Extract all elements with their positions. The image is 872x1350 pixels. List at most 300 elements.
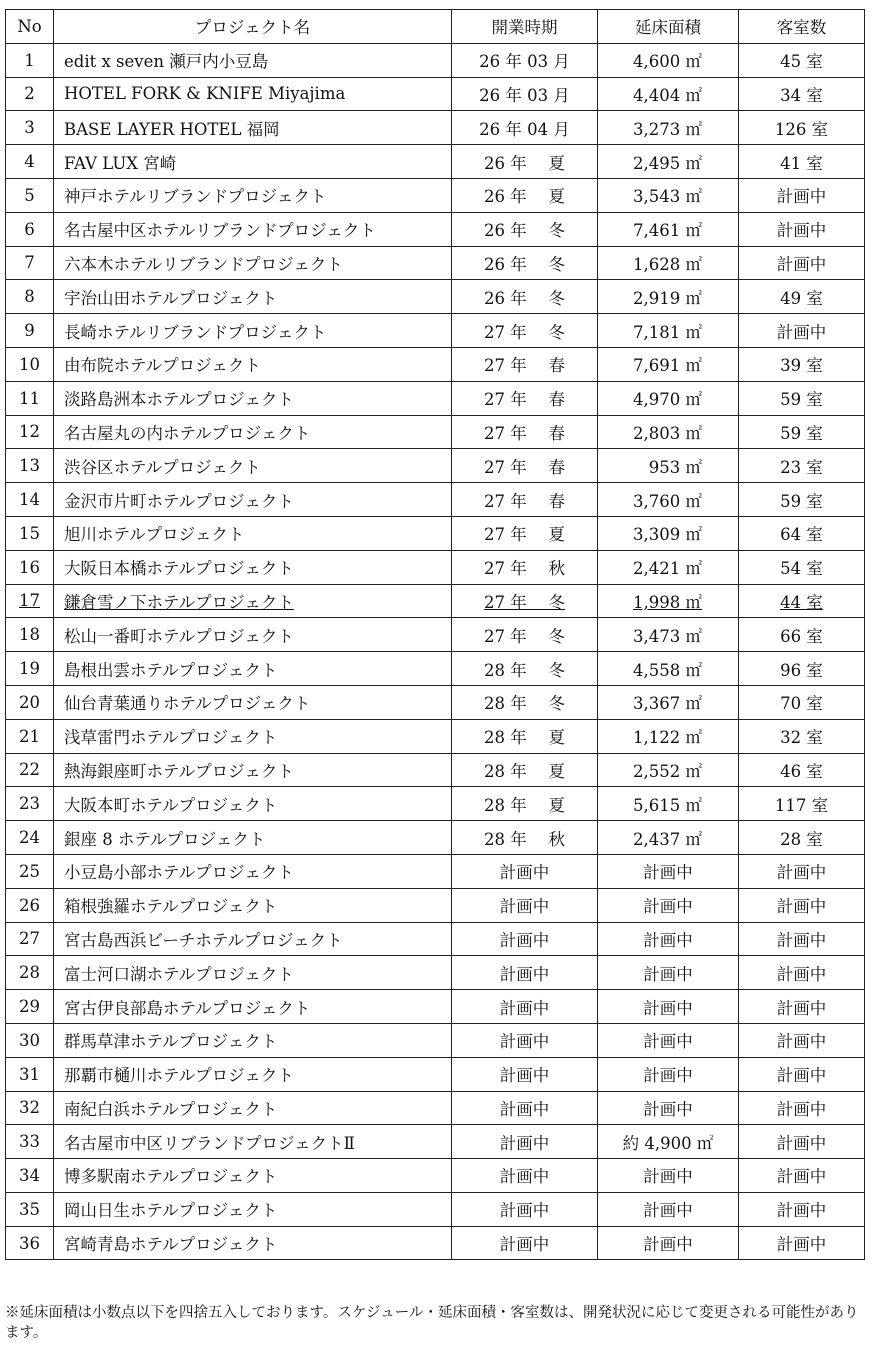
cell-room-count: [739, 922, 865, 956]
cell-no-text: 6: [24, 219, 35, 239]
cell-room-count: [739, 753, 865, 787]
cell-opening-period-text: 26 年 03 月: [479, 52, 570, 72]
cell-project-name-text: 南紀白浜ホテルプロジェクト: [64, 1099, 278, 1119]
cell-no: [6, 1125, 54, 1159]
cell-opening-period: [452, 43, 598, 77]
cell-project-name: [54, 246, 452, 280]
cell-project-name-text: 長崎ホテルリブランドプロジェクト: [64, 322, 327, 342]
cell-no: [6, 821, 54, 855]
cell-no-text: 21: [19, 726, 40, 746]
cell-no-text: 35: [19, 1199, 40, 1219]
cell-floor-area: [598, 516, 739, 550]
cell-no-text: 17: [19, 591, 40, 611]
cell-room-count: [739, 1091, 865, 1125]
cell-no-text: 16: [19, 557, 40, 577]
cell-floor-area: [598, 483, 739, 517]
cell-room-count-text: 64 室: [780, 525, 823, 545]
cell-room-count: [739, 212, 865, 246]
table-row: [6, 280, 865, 314]
cell-no-text: 4: [24, 152, 35, 172]
cell-opening-period-text: 28 年 夏: [484, 728, 565, 748]
cell-opening-period: [452, 212, 598, 246]
cell-floor-area-text: 1,122 ㎡: [633, 728, 702, 748]
cell-project-name-text: 金沢市片町ホテルプロジェクト: [64, 491, 294, 511]
cell-opening-period: [452, 1057, 598, 1091]
cell-no-text: 33: [19, 1132, 40, 1152]
cell-no-text: 13: [19, 456, 40, 476]
table-row: [6, 787, 865, 821]
cell-no-text: 18: [19, 625, 40, 645]
cell-no-text: 5: [24, 185, 35, 205]
cell-project-name-text: 富士河口湖ホテルプロジェクト: [64, 964, 294, 984]
cell-floor-area: [598, 990, 739, 1024]
table-body: [6, 43, 865, 1260]
cell-floor-area: [598, 246, 739, 280]
cell-floor-area-text: 計画中: [643, 964, 693, 984]
cell-floor-area: [598, 449, 739, 483]
cell-floor-area-text: 2,803 ㎡: [633, 423, 702, 443]
cell-room-count: [739, 821, 865, 855]
cell-floor-area: [598, 719, 739, 753]
cell-opening-period: [452, 483, 598, 517]
cell-project-name: [54, 685, 452, 719]
cell-no: [6, 787, 54, 821]
cell-project-name: [54, 449, 452, 483]
cell-room-count-text: 計画中: [776, 187, 827, 207]
cell-floor-area-text: 953 ㎡: [648, 457, 702, 477]
cell-project-name-text: 淡路島洲本ホテルプロジェクト: [64, 390, 294, 410]
cell-floor-area: [598, 415, 739, 449]
cell-room-count-text: 計画中: [776, 1201, 827, 1221]
cell-room-count-text: 計画中: [776, 1133, 827, 1153]
cell-no: [6, 145, 54, 179]
cell-no: [6, 280, 54, 314]
cell-room-count: [739, 145, 865, 179]
cell-opening-period-text: 27 年 春: [484, 390, 565, 410]
cell-room-count-text: 計画中: [776, 1066, 827, 1086]
cell-opening-period-text: 27 年 冬: [484, 592, 565, 612]
table-row: [6, 347, 865, 381]
cell-room-count-text: 計画中: [776, 964, 827, 984]
cell-room-count: [739, 685, 865, 719]
table-row: [6, 145, 865, 179]
cell-project-name: [54, 550, 452, 584]
cell-opening-period-text: 計画中: [499, 998, 550, 1018]
cell-project-name: [54, 787, 452, 821]
cell-floor-area: [598, 652, 739, 686]
cell-no: [6, 381, 54, 415]
cell-no: [6, 990, 54, 1024]
table-header-row: [6, 10, 865, 44]
cell-room-count-text: 計画中: [776, 1167, 827, 1187]
cell-project-name-text: 小豆島小部ホテルプロジェクト: [64, 863, 294, 883]
cell-room-count: [739, 618, 865, 652]
cell-floor-area: [598, 1159, 739, 1193]
cell-opening-period: [452, 77, 598, 111]
cell-opening-period-text: 27 年 春: [484, 423, 565, 443]
cell-floor-area-text: 3,760 ㎡: [633, 491, 702, 511]
table-row: [6, 43, 865, 77]
header-room-count: 客室数: [739, 10, 865, 44]
cell-opening-period: [452, 753, 598, 787]
cell-floor-area: [598, 212, 739, 246]
cell-project-name: [54, 1057, 452, 1091]
cell-floor-area: [598, 77, 739, 111]
cell-room-count-text: 計画中: [776, 221, 827, 241]
cell-project-name-text: 宮古島西浜ビーチホテルプロジェクト: [64, 930, 343, 950]
cell-room-count: [739, 77, 865, 111]
cell-opening-period: [452, 854, 598, 888]
cell-project-name: [54, 77, 452, 111]
cell-floor-area-text: 2,495 ㎡: [633, 153, 702, 173]
cell-opening-period: [452, 990, 598, 1024]
cell-floor-area-text: 1,998 ㎡: [633, 592, 702, 612]
cell-opening-period: [452, 1091, 598, 1125]
cell-no-text: 8: [24, 287, 35, 307]
cell-project-name: [54, 415, 452, 449]
cell-no: [6, 1226, 54, 1260]
cell-floor-area-text: 7,181 ㎡: [633, 322, 702, 342]
cell-project-name-text: 名古屋中区ホテルリブランドプロジェクト: [64, 221, 376, 241]
cell-room-count-text: 45 室: [780, 52, 823, 72]
cell-project-name: [54, 990, 452, 1024]
cell-opening-period: [452, 178, 598, 212]
cell-room-count-text: 計画中: [776, 998, 827, 1018]
cell-room-count: [739, 178, 865, 212]
cell-opening-period-text: 計画中: [499, 1235, 550, 1255]
cell-project-name: [54, 888, 452, 922]
table-row: [6, 584, 865, 618]
cell-no: [6, 246, 54, 280]
cell-project-name: [54, 719, 452, 753]
cell-opening-period: [452, 922, 598, 956]
cell-floor-area: [598, 685, 739, 719]
cell-opening-period-text: 26 年 04 月: [479, 119, 570, 139]
cell-room-count: [739, 888, 865, 922]
cell-opening-period: [452, 1159, 598, 1193]
cell-floor-area: [598, 922, 739, 956]
cell-no: [6, 652, 54, 686]
cell-opening-period-text: 27 年 春: [484, 491, 565, 511]
cell-room-count-text: 59 室: [780, 491, 823, 511]
cell-no: [6, 956, 54, 990]
cell-project-name-text: 仙台青葉通りホテルプロジェクト: [64, 694, 311, 714]
cell-opening-period-text: 28 年 夏: [484, 761, 565, 781]
cell-floor-area: [598, 584, 739, 618]
cell-project-name-text: 宮古伊良部島ホテルプロジェクト: [64, 998, 311, 1018]
cell-opening-period-text: 26 年 冬: [484, 221, 565, 241]
table-row: [6, 854, 865, 888]
cell-project-name-text: 名古屋丸の内ホテルプロジェクト: [64, 423, 311, 443]
cell-floor-area: [598, 1057, 739, 1091]
cell-project-name: [54, 1091, 452, 1125]
cell-room-count: [739, 381, 865, 415]
cell-opening-period-text: 27 年 夏: [484, 525, 565, 545]
cell-room-count-text: 計画中: [776, 897, 827, 917]
cell-room-count: [739, 1226, 865, 1260]
cell-project-name: [54, 483, 452, 517]
cell-project-name: [54, 854, 452, 888]
cell-room-count: [739, 111, 865, 145]
cell-project-name-text: 熱海銀座町ホテルプロジェクト: [64, 761, 294, 781]
cell-opening-period: [452, 280, 598, 314]
cell-floor-area: [598, 347, 739, 381]
table-row: [6, 1159, 865, 1193]
cell-opening-period-text: 27 年 春: [484, 457, 565, 477]
cell-project-name: [54, 178, 452, 212]
cell-floor-area: [598, 550, 739, 584]
cell-room-count-text: 46 室: [780, 761, 823, 781]
cell-room-count-text: 59 室: [780, 423, 823, 443]
cell-room-count: [739, 550, 865, 584]
cell-opening-period-text: 27 年 春: [484, 356, 565, 376]
cell-no-text: 19: [19, 659, 40, 679]
cell-project-name-text: 箱根強羅ホテルプロジェクト: [64, 897, 278, 917]
cell-project-name-text: edit x seven 瀬戸内小豆島: [64, 52, 269, 72]
cell-opening-period: [452, 618, 598, 652]
cell-floor-area-text: 3,309 ㎡: [633, 525, 702, 545]
cell-opening-period: [452, 1023, 598, 1057]
cell-floor-area-text: 2,421 ㎡: [633, 559, 702, 579]
cell-room-count-text: 126 室: [774, 119, 829, 139]
cell-no: [6, 449, 54, 483]
cell-no-text: 36: [19, 1233, 40, 1253]
cell-room-count-text: 計画中: [776, 863, 827, 883]
cell-room-count: [739, 1023, 865, 1057]
cell-project-name-text: 旭川ホテルプロジェクト: [64, 525, 245, 545]
cell-floor-area: [598, 280, 739, 314]
table-row: [6, 381, 865, 415]
cell-no-text: 28: [19, 963, 40, 983]
cell-floor-area-text: 計画中: [643, 998, 693, 1018]
cell-project-name: [54, 145, 452, 179]
cell-no: [6, 1159, 54, 1193]
cell-project-name-text: 六本木ホテルリブランドプロジェクト: [64, 254, 343, 274]
table-row: [6, 178, 865, 212]
cell-opening-period: [452, 888, 598, 922]
cell-floor-area-text: 計画中: [643, 897, 693, 917]
cell-room-count-text: 54 室: [780, 559, 823, 579]
table-row: [6, 1125, 865, 1159]
cell-floor-area: [598, 787, 739, 821]
cell-opening-period: [452, 347, 598, 381]
cell-project-name-text: 宮崎青島ホテルプロジェクト: [64, 1235, 278, 1255]
cell-floor-area: [598, 1023, 739, 1057]
cell-floor-area-text: 計画中: [643, 1066, 693, 1086]
cell-project-name-text: 銀座 8 ホテルプロジェクト: [64, 829, 266, 849]
table-row: [6, 753, 865, 787]
cell-opening-period-text: 計画中: [499, 863, 550, 883]
cell-opening-period: [452, 685, 598, 719]
cell-room-count-text: 計画中: [776, 1235, 827, 1255]
cell-project-name-text: 名古屋市中区リブランドプロジェクトⅡ: [64, 1133, 355, 1153]
cell-opening-period-text: 26 年 夏: [484, 153, 565, 173]
cell-no-text: 3: [24, 118, 35, 138]
cell-room-count-text: 66 室: [780, 626, 823, 646]
cell-room-count: [739, 584, 865, 618]
cell-room-count: [739, 483, 865, 517]
cell-project-name: [54, 1192, 452, 1226]
cell-room-count: [739, 719, 865, 753]
cell-project-name: [54, 1226, 452, 1260]
cell-project-name-text: 島根出雲ホテルプロジェクト: [64, 660, 278, 680]
cell-no: [6, 719, 54, 753]
cell-project-name: [54, 618, 452, 652]
cell-room-count: [739, 246, 865, 280]
cell-project-name-text: 渋谷区ホテルプロジェクト: [64, 457, 261, 477]
cell-floor-area-text: 計画中: [643, 1099, 693, 1119]
cell-project-name: [54, 584, 452, 618]
cell-no-text: 7: [24, 253, 35, 273]
footnote: ※延床面積は小数点以下を四捨五入しております。スケジュール・延床面積・客室数は、開発状況に応じて変更される可能性があります。: [5, 1305, 859, 1341]
cell-room-count: [739, 1057, 865, 1091]
cell-project-name-text: 那覇市樋川ホテルプロジェクト: [64, 1066, 294, 1086]
cell-room-count: [739, 415, 865, 449]
cell-project-name: [54, 1159, 452, 1193]
cell-room-count-text: 59 室: [780, 390, 823, 410]
cell-floor-area: [598, 854, 739, 888]
cell-room-count-text: 70 室: [780, 694, 823, 714]
cell-project-name: [54, 314, 452, 348]
hotel-project-table: [5, 9, 865, 1260]
table-row: [6, 77, 865, 111]
cell-floor-area-text: 4,600 ㎡: [633, 52, 702, 72]
cell-project-name: [54, 1125, 452, 1159]
cell-floor-area: [598, 314, 739, 348]
cell-room-count-text: 32 室: [780, 728, 823, 748]
cell-no-text: 25: [19, 861, 40, 881]
table-row: [6, 246, 865, 280]
cell-no-text: 24: [19, 828, 40, 848]
cell-no: [6, 77, 54, 111]
cell-no: [6, 888, 54, 922]
cell-opening-period-text: 27 年 冬: [484, 322, 565, 342]
cell-room-count-text: 計画中: [776, 930, 827, 950]
cell-opening-period-text: 28 年 冬: [484, 694, 565, 714]
table-row: [6, 212, 865, 246]
table-row: [6, 1023, 865, 1057]
cell-opening-period-text: 計画中: [499, 930, 550, 950]
cell-room-count-text: 96 室: [780, 660, 823, 680]
cell-room-count-text: 34 室: [780, 85, 823, 105]
cell-room-count-text: 計画中: [776, 1099, 827, 1119]
cell-project-name: [54, 43, 452, 77]
cell-opening-period: [452, 449, 598, 483]
cell-opening-period-text: 28 年 夏: [484, 795, 565, 815]
cell-project-name: [54, 280, 452, 314]
cell-floor-area-text: 計画中: [643, 1167, 693, 1187]
cell-no: [6, 753, 54, 787]
cell-floor-area: [598, 956, 739, 990]
cell-opening-period-text: 28 年 冬: [484, 660, 565, 680]
cell-no: [6, 1091, 54, 1125]
cell-floor-area-text: 3,543 ㎡: [633, 187, 702, 207]
cell-opening-period: [452, 381, 598, 415]
cell-opening-period: [452, 787, 598, 821]
cell-floor-area: [598, 1125, 739, 1159]
table-row: [6, 990, 865, 1024]
cell-no: [6, 516, 54, 550]
cell-project-name-text: 群馬草津ホテルプロジェクト: [64, 1032, 278, 1052]
cell-opening-period: [452, 1226, 598, 1260]
cell-opening-period-text: 計画中: [499, 964, 550, 984]
cell-opening-period: [452, 1192, 598, 1226]
cell-project-name-text: 松山一番町ホテルプロジェクト: [64, 626, 294, 646]
table-row: [6, 821, 865, 855]
cell-floor-area-text: 2,919 ㎡: [633, 288, 702, 308]
cell-opening-period: [452, 652, 598, 686]
table-row: [6, 922, 865, 956]
cell-project-name: [54, 516, 452, 550]
header-project-name: プロジェクト名: [54, 10, 452, 44]
cell-no-text: 27: [19, 929, 40, 949]
cell-no-text: 11: [19, 388, 40, 408]
cell-opening-period-text: 27 年 冬: [484, 626, 565, 646]
cell-no: [6, 854, 54, 888]
cell-no: [6, 111, 54, 145]
cell-project-name-text: 鎌倉雪ノ下ホテルプロジェクト: [64, 592, 294, 612]
cell-floor-area-text: 4,558 ㎡: [633, 660, 702, 680]
cell-room-count: [739, 787, 865, 821]
cell-project-name-text: 大阪日本橋ホテルプロジェクト: [64, 559, 294, 579]
cell-opening-period-text: 26 年 冬: [484, 254, 565, 274]
cell-project-name: [54, 347, 452, 381]
cell-opening-period-text: 計画中: [499, 1167, 550, 1187]
table-row: [6, 618, 865, 652]
cell-floor-area-text: 計画中: [643, 1032, 693, 1052]
cell-no-text: 32: [19, 1098, 40, 1118]
cell-floor-area-text: 2,437 ㎡: [633, 829, 702, 849]
cell-floor-area-text: 2,552 ㎡: [633, 761, 702, 781]
cell-opening-period-text: 27 年 秋: [484, 559, 565, 579]
table-row: [6, 956, 865, 990]
cell-floor-area: [598, 111, 739, 145]
cell-room-count-text: 計画中: [776, 1032, 827, 1052]
table-row: [6, 483, 865, 517]
cell-project-name-text: 宇治山田ホテルプロジェクト: [64, 288, 278, 308]
cell-floor-area: [598, 888, 739, 922]
cell-project-name: [54, 212, 452, 246]
table-row: [6, 888, 865, 922]
cell-opening-period-text: 計画中: [499, 1133, 550, 1153]
cell-no: [6, 922, 54, 956]
cell-opening-period: [452, 111, 598, 145]
cell-project-name-text: 岡山日生ホテルプロジェクト: [64, 1201, 278, 1221]
cell-no: [6, 483, 54, 517]
cell-project-name-text: 由布院ホテルプロジェクト: [64, 356, 261, 376]
cell-opening-period: [452, 719, 598, 753]
cell-no: [6, 212, 54, 246]
cell-room-count-text: 44 室: [780, 592, 823, 612]
cell-floor-area-text: 1,628 ㎡: [633, 254, 702, 274]
cell-no: [6, 43, 54, 77]
cell-floor-area-text: 3,273 ㎡: [633, 119, 702, 139]
cell-no-text: 34: [19, 1165, 40, 1185]
cell-opening-period-text: 計画中: [499, 1201, 550, 1221]
cell-room-count: [739, 280, 865, 314]
cell-room-count: [739, 1125, 865, 1159]
cell-project-name-text: HOTEL FORK & KNIFE Miyajima: [64, 84, 346, 104]
cell-project-name-text: BASE LAYER HOTEL 福岡: [64, 119, 280, 139]
cell-project-name-text: 博多駅南ホテルプロジェクト: [64, 1167, 278, 1187]
cell-no: [6, 178, 54, 212]
cell-no: [6, 314, 54, 348]
cell-room-count-text: 28 室: [780, 829, 823, 849]
cell-room-count: [739, 347, 865, 381]
cell-no: [6, 1057, 54, 1091]
cell-project-name-text: 大阪本町ホテルプロジェクト: [64, 795, 278, 815]
cell-project-name: [54, 381, 452, 415]
